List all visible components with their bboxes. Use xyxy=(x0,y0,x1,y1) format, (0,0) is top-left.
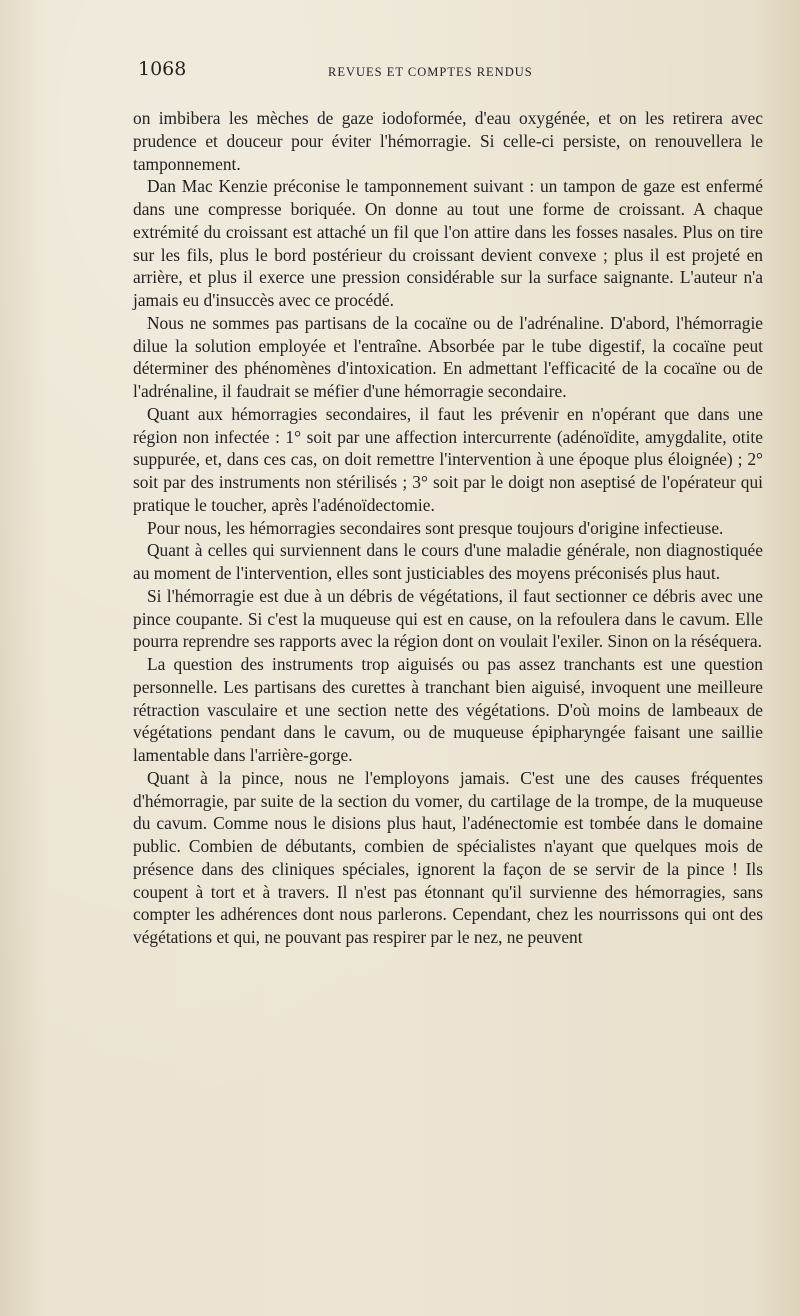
paragraph: Dan Mac Kenzie préconise le tamponnement suivant : un tampon de gaze est enfermé dans une compresse boriquée. On donne au tout une forme de croissant. A chaque extrémité du croissant est attaché un fil que l'on attire dans les fosses nasales. Plus on tire sur les fils, plus le bord postérieur du croissant devient convexe ; plus il est projeté en arrière, et plus il exerce une pression considérable sur la surface saignante. L'auteur n'a jamais eu d'insuccès avec ce procédé. xyxy=(133,176,763,310)
paragraph: on imbibera les mèches de gaze iodoformée, d'eau oxygénée, et on les retirera avec prudence et douceur pour éviter l'hémorragie. Si celle-ci persiste, on renouvellera le tamponnement. xyxy=(133,108,763,174)
paragraph: Si l'hémorragie est due à un débris de végétations, il faut sectionner ce débris avec une pince coupante. Si c'est la muqueuse qui est en cause, on la refoulera dans le cavum. Elle pourra reprendre ses rapports avec la région dont on voulait l'exiler. Sinon on la réséquera. xyxy=(133,585,763,652)
paragraph: Nous ne sommes pas partisans de la cocaïne ou de l'adrénaline. D'abord, l'hémorragie dilue la solution employée et l'entraîne. Absorbée par le tube digestif, la cocaïne peut déterminer des phénomènes d'intoxication. En admettant l'efficacité de la cocaïne ou de l'adrénaline, il faudrait se méfier d'une hémorragie secondaire. xyxy=(133,312,763,401)
paragraph: Quant aux hémorragies secondaires, il faut les prévenir en n'opérant que dans une région non infectée : 1° soit par une affection intercurrente (adénoïdite, amygdalite, otite suppurée, et, dans ces cas, on doit remettre l'intervention à une époque plus éloignée) ; 2° soit par des instruments non stérilisés ; 3° soit par le doigt non aseptisé de l'opérateur qui pratique le toucher, après l'adénoïdectomie. xyxy=(133,403,763,515)
paragraph: La question des instruments trop aiguisés ou pas assez tranchants est une question personnelle. Les partisans des curettes à tranchant bien aiguisé, invoquent une meilleure rétraction vasculaire et une section nette des végétations. D'où moins de lambeaux de végétations pendant dans le cavum, ou de muqueuse épipharyngée faisant une saillie lamentable dans l'arrière-gorge. xyxy=(133,654,763,765)
page-number: 1068 xyxy=(138,58,187,80)
running-title: REVUES ET COMPTES RENDUS xyxy=(328,65,533,79)
paragraph: Quant à celles qui surviennent dans le cours d'une maladie générale, non diagnostiquée au moment de l'intervention, elles sont justiciables des moyens préconisés plus haut. xyxy=(133,540,763,583)
page-header xyxy=(138,58,760,88)
paragraph: Quant à la pince, nous ne l'employons jamais. C'est une des causes fréquentes d'hémorragie, par suite de la section du vomer, du cartilage de la trompe, de la muqueuse du cavum. Comme nous le disions plus haut, l'adénectomie est tombée dans le domaine public. Combien de débutants, combien de spécialistes n'ayant que quelques mois de présence dans des cliniques spéciales, ignorent la façon de se servir de la pince ! Ils coupent à tort et à travers. Il n'est pas étonnant qu'il survienne des hémorragies, sans compter les adhérences dont nous parlerons. Cependant, chez les nourrissons qui ont des végétations et qui, ne pouvant pas respirer par le nez, ne peuvent xyxy=(133,767,763,947)
paragraph: Pour nous, les hémorragies secondaires sont presque toujours d'origine infectieuse. xyxy=(147,517,724,538)
body-text xyxy=(133,107,763,949)
